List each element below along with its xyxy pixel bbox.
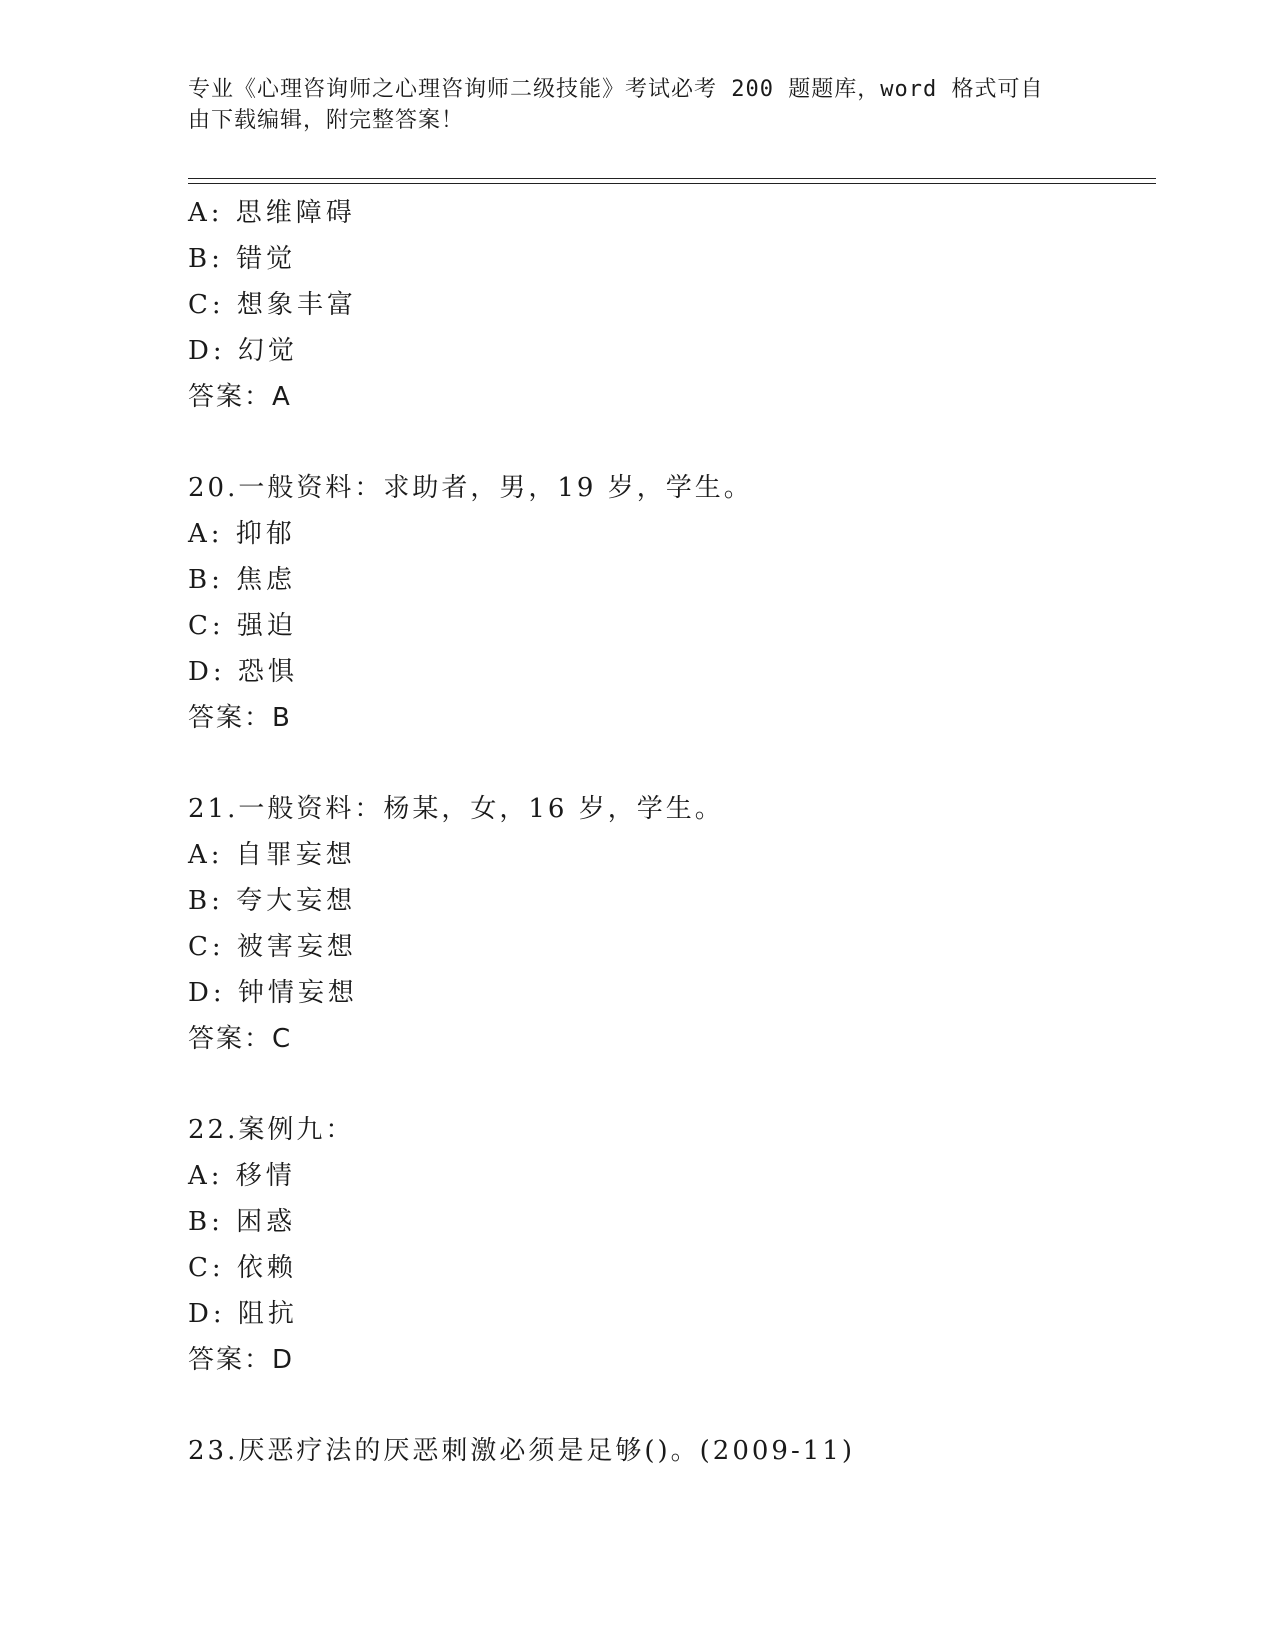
question-block-21 <box>188 786 1156 1062</box>
question-block-20 <box>188 465 1156 741</box>
option-b: B: 错觉 <box>188 244 297 274</box>
option-d: D: 阻抗 <box>188 1299 298 1329</box>
spacer <box>188 1383 1156 1428</box>
header-line-2: 由下载编辑，附完整答案！ <box>188 108 465 133</box>
question-list <box>188 190 1156 1474</box>
option-a: A: 思维障碍 <box>188 198 356 228</box>
option-c: C: 被害妄想 <box>188 932 357 962</box>
option-a: A: 移情 <box>188 1161 296 1191</box>
question-title: 23.厌恶疗法的厌恶刺激必须是足够()。(2009-11) <box>188 1436 855 1466</box>
option-a: A: 抑郁 <box>188 519 296 549</box>
header-divider-bottom <box>188 183 1156 184</box>
answer-line: 答案：B <box>188 703 292 733</box>
question-block-22 <box>188 1107 1156 1383</box>
option-c: C: 强迫 <box>188 611 297 641</box>
option-c: C: 依赖 <box>188 1253 297 1283</box>
question-title: 21.一般资料：杨某，女，16 岁，学生。 <box>188 794 724 824</box>
option-b: B: 困惑 <box>188 1207 297 1237</box>
header-line-1: 专业《心理咨询师之心理咨询师二级技能》考试必考 200 题题库，word 格式可自 <box>188 77 1044 102</box>
option-b: B: 夸大妄想 <box>188 886 357 916</box>
question-title: 22.案例九： <box>188 1115 355 1145</box>
document-header <box>188 74 1068 136</box>
question-block-19 <box>188 190 1156 420</box>
option-b: B: 焦虑 <box>188 565 297 595</box>
question-block-23 <box>188 1428 1156 1474</box>
question-title: 20.一般资料：求助者，男，19 岁，学生。 <box>188 473 753 503</box>
option-d: D: 幻觉 <box>188 336 298 366</box>
spacer <box>188 741 1156 786</box>
answer-line: 答案：A <box>188 382 292 412</box>
option-d: D: 恐惧 <box>188 657 298 687</box>
option-a: A: 自罪妄想 <box>188 840 356 870</box>
option-c: C: 想象丰富 <box>188 290 357 320</box>
header-divider-top <box>188 178 1156 179</box>
option-d: D: 钟情妄想 <box>188 978 358 1008</box>
spacer <box>188 420 1156 465</box>
spacer <box>188 1062 1156 1107</box>
answer-line: 答案：C <box>188 1024 293 1054</box>
answer-line: 答案：D <box>188 1345 295 1375</box>
